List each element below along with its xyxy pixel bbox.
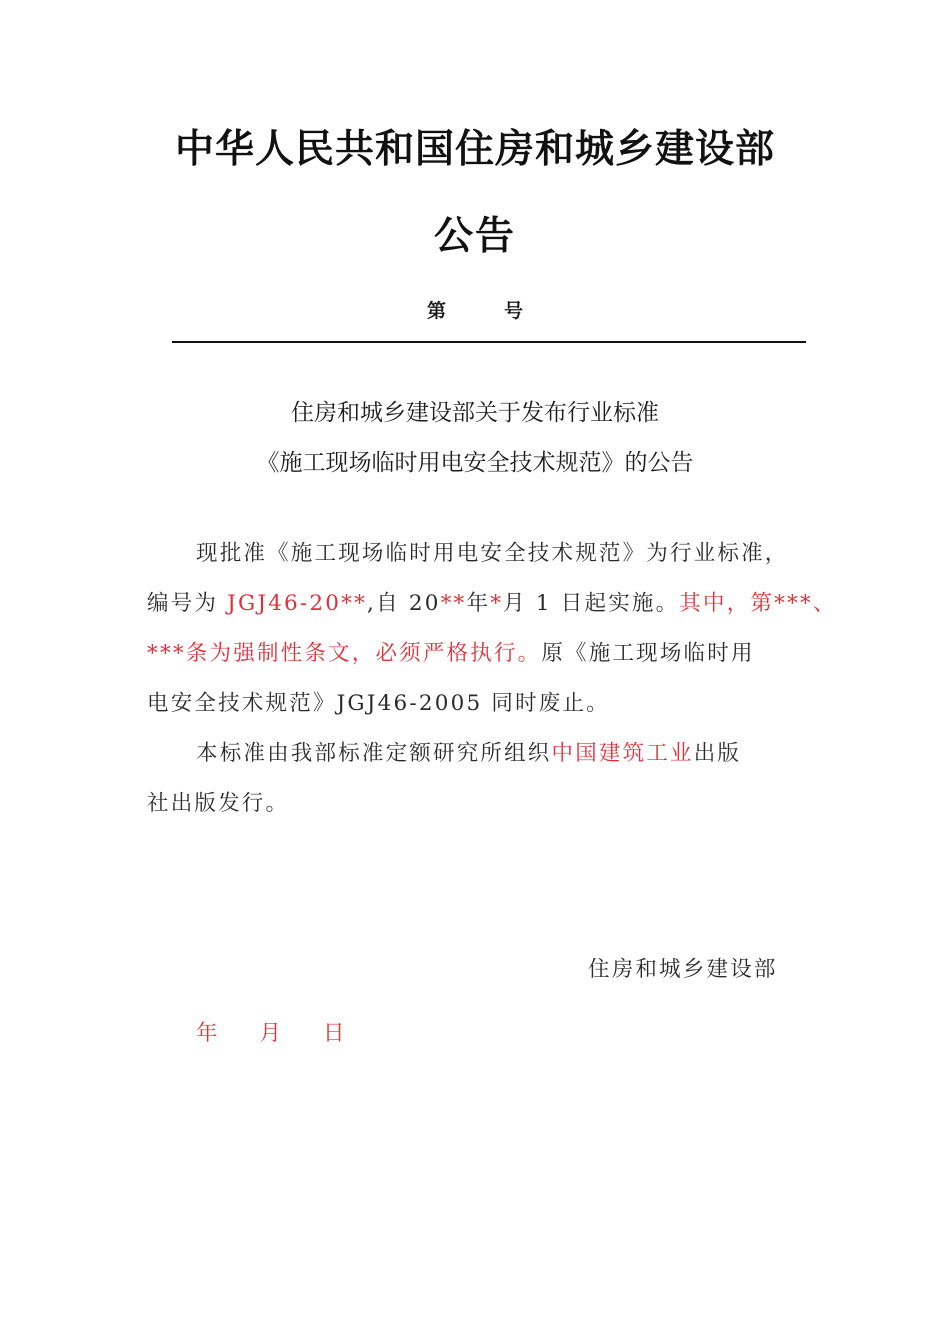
signatory: 住房和城乡建设部: [588, 957, 778, 982]
notice-heading-line-2: 《施工现场临时用电安全技术规范》的公告: [256, 450, 694, 476]
mandatory-clause-text: ***条为强制性条文，必须严格执行。: [147, 641, 542, 666]
publisher-name: 中国建筑工业: [551, 741, 694, 766]
date-month: 月: [259, 1021, 282, 1046]
date-day: 日: [323, 1021, 345, 1046]
body-paragraph-1-line-4: 电安全技术规范》JGJ46-2005 同时废止。: [147, 691, 610, 716]
header-divider: [172, 341, 806, 343]
notice-title: 公告: [433, 213, 516, 259]
number-prefix: 第: [426, 300, 446, 322]
notice-heading-line-1: 住房和城乡建设部关于发布行业标准: [291, 400, 659, 426]
date-year: 年: [196, 1021, 218, 1046]
mandatory-clause-note: 其中，第***、: [679, 591, 837, 616]
body-paragraph-1-line-2: 编号为 JGJ46-20**,自 20**年*月 1 日起实施。其中，第***、: [147, 591, 837, 616]
body-paragraph-2-line-1: 本标准由我部标准定额研究所组织中国建筑工业出版: [196, 741, 742, 766]
body-paragraph-2-line-2: 社出版发行。: [147, 791, 290, 816]
body-paragraph-1-line-3: ***条为强制性条文，必须严格执行。原《施工现场临时用: [147, 641, 755, 666]
standard-code: JGJ46-20: [227, 591, 342, 616]
notice-number: [0, 296, 950, 323]
number-suffix: 号: [504, 300, 524, 322]
body-paragraph-1-line-1: 现批准《施工现场临时用电安全技术规范》为行业标准，: [196, 541, 789, 566]
ministry-title: 中华人民共和国住房和城乡建设部: [174, 126, 775, 172]
date-line: [196, 1016, 345, 1047]
